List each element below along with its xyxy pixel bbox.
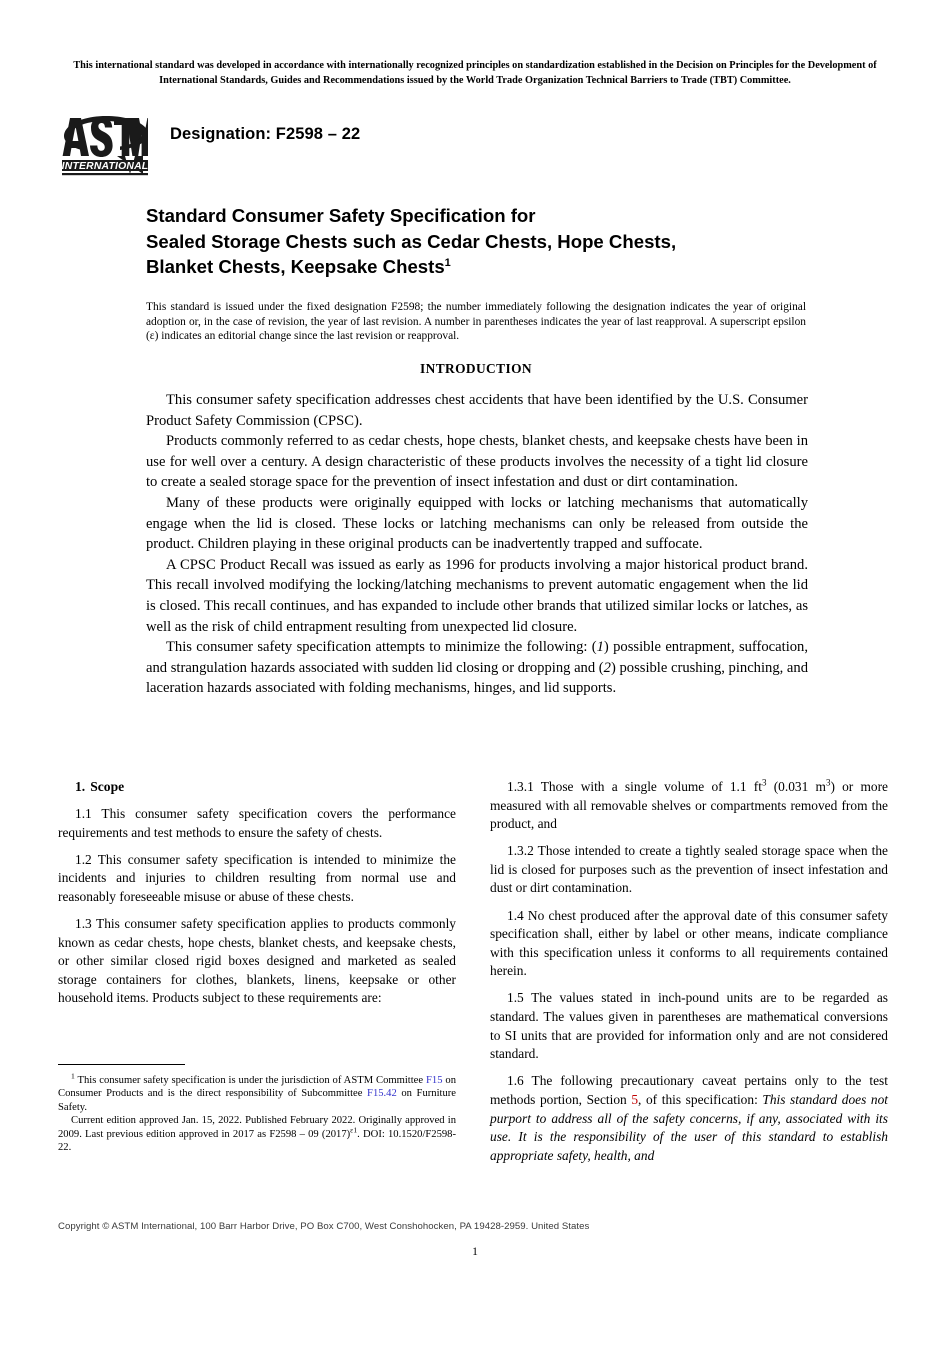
clause-1-3-1-sup-m3: 3 [825, 777, 831, 788]
body-column-left [58, 778, 456, 1017]
intro-paragraph: A CPSC Product Recall was issued as early as 1996 for products involving a major historical product brand. This recall involved modifying the locking/latching mechanisms to prevent automatic engagement when the lid is closed. This recall continues, and has expanded to include other brands that utilized similar locks or latches, as well as the risk of child entrapment resulting from unexpected lid closure. [146, 556, 808, 635]
page-number: 1 [472, 1245, 478, 1258]
footnote-text-a: This consumer safety specification is under the jurisdiction of ASTM Committee [74, 1075, 426, 1086]
clause-1-3-1-a: 1.3.1 Those with a single volume of 1.1 ft [507, 779, 762, 794]
introduction-body [146, 390, 808, 699]
footnote-text-c: on Furniture Safety. [58, 1088, 456, 1113]
intro-final-a: This consumer safety specification attempts to minimize the following: ( [166, 639, 597, 656]
tbt-banner: This international standard was developed in accordance with internationally recognized principles on standardization established in the Decision on Principles for the Development of International Standards, Guides and Recommendations issued by the World Trade Organization Technical Barriers to Trade (TBT) Committee. [73, 60, 877, 86]
copyright-notice: Copyright © ASTM International, 100 Barr Harbor Drive, PO Box C700, West Conshohocken, PA 19428-2959. United States [58, 1221, 590, 1232]
clause-1-5: 1.5 The values stated in inch-pound units are to be regarded as standard. The values given in parentheses are mathematical conversions to SI units that are provided for information only and are not considered standard. [490, 990, 888, 1062]
footnote-jurisdiction [58, 1071, 456, 1114]
footnote-divider [58, 1064, 185, 1065]
intro-final-item-2: 2 [603, 659, 611, 676]
clause-1-3-1-b: (0.031 m [766, 779, 826, 794]
section-title: Scope [90, 779, 125, 794]
clause-1-6-a: 1.6 The following precautionary caveat pertains only to the test methods portion, Section [490, 1073, 888, 1107]
footnote-edition-a: Current edition approved Jan. 15, 2022. Published February 2022. Originally approved in 2009. Last previous edition approved in 2017 as F2598 – 09 (2017) [58, 1115, 456, 1140]
footnote-marker: 1 [71, 1071, 75, 1081]
clause-1-6 [490, 1072, 888, 1165]
intro-final-b: ) possible entrapment, suffocation, and strangulation hazards associated with sudden lid closing or dropping and ( [146, 639, 808, 676]
footnote-edition-b: . DOI: 10.1520/F2598-22. [58, 1128, 456, 1154]
clause-1-1: 1.1 This consumer safety specification covers the performance requirements and test methods to ensure the safety of chests. [58, 806, 456, 840]
issue-note: This standard is issued under the fixed designation F2598; the number immediately following the designation indicates the year of original adoption or, in the case of revision, the year of last revision. A number in parentheses indicates the year of last reapproval. A superscript epsilon (ε) indicates an editorial change since the last revision or reapproval. [146, 301, 806, 343]
clause-1-3: 1.3 This consumer safety specification applies to products commonly known as cedar chests, hope chests, blanket chests, and keepsake chests, or other similar closed rigid boxes designed and marketed as sealed storage containers for clothes, blankets, linens, keepsake or other household items. Products subject to these requirements are: [58, 916, 456, 1006]
intro-paragraph: Many of these products were originally equipped with locks or latching mechanisms that automatically engage when the lid is closed. These locks or latching mechanisms can only be released from outside the product. Children playing in these original products can be inadvertently trapped and suffocate. [146, 494, 808, 553]
clause-1-3-1-sup-ft3: 3 [761, 777, 767, 788]
header-logo-row [62, 112, 360, 182]
intro-final-c: ) possible crushing, pinching, and laceration hazards associated with folding mechanisms, hinges, and lid supports. [146, 659, 808, 697]
footnote-link-f1542[interactable]: F15.42 [367, 1088, 397, 1100]
clause-1-2: 1.2 This consumer safety specification is intended to minimize the incidents and injuries to children resulting from normal use and reasonably foreseeable misuse or abuse of these chests. [58, 851, 456, 904]
clause-1-3-2: 1.3.2 Those intended to create a tightly sealed storage space when the lid is closed for purposes such as the prevention of insect infestation and dust or dirt contamination. [490, 843, 888, 896]
clause-1-3-1 [490, 778, 888, 834]
page-title [146, 203, 846, 280]
footnote-edition [58, 1114, 456, 1154]
title-line-2: Sealed Storage Chests such as Cedar Chests, Hope Chests, [146, 230, 677, 252]
introduction-heading: INTRODUCTION [420, 361, 532, 376]
title-line-3: Blanket Chests, Keepsake Chests [146, 256, 445, 277]
intro-paragraph-final [146, 637, 808, 699]
title-footnote-marker: 1 [444, 256, 451, 269]
footnote-block [58, 1064, 456, 1154]
body-column-right [490, 778, 888, 1174]
astm-logo-icon [62, 112, 148, 178]
title-line-1: Standard Consumer Safety Specification for [146, 205, 536, 226]
footnote-text-b: on Consumer Products and is the direct responsibility of Subcommittee [58, 1075, 456, 1100]
footnote-epsilon: ε1 [350, 1125, 358, 1135]
intro-paragraph: This consumer safety specification addresses chest accidents that have been identified by the U.S. Consumer Product Safety Commission (CPSC). [146, 392, 808, 429]
section-number: 1. [75, 779, 86, 794]
clause-1-3-1-c: ) or more measured with all removable shelves or compartments removed from the product, and [490, 779, 888, 832]
clause-1-6-caveat: This standard does not purport to address all of the safety concerns, if any, associated with its use. It is the responsibility of the user of this standard to establish appropriate safety, health, and [490, 1091, 888, 1163]
intro-paragraph: Products commonly referred to as cedar chests, hope chests, blanket chests, and keepsake chests have been in use for well over a century. A design characteristic of these products involves the necessity of a tight lid closure to create a sealed storage space for the prevention of insect infestation and dust or dirt contamination. [146, 433, 808, 491]
clause-1-4: 1.4 No chest produced after the approval date of this consumer safety specification shall, either by label or other means, indicate compliance with this specification unless it conforms to all requirements contained herein. [490, 907, 888, 979]
intro-final-item-1: 1 [596, 639, 604, 656]
section-5-xref[interactable]: 5 [631, 1091, 639, 1107]
designation-label: Designation: F2598 – 22 [170, 125, 361, 143]
svg-text:INTERNATIONAL: INTERNATIONAL [62, 160, 148, 172]
section-heading-scope [58, 778, 456, 797]
footnote-link-f15[interactable]: F15 [426, 1075, 443, 1086]
clause-1-6-b: , of this specification: [638, 1091, 763, 1107]
